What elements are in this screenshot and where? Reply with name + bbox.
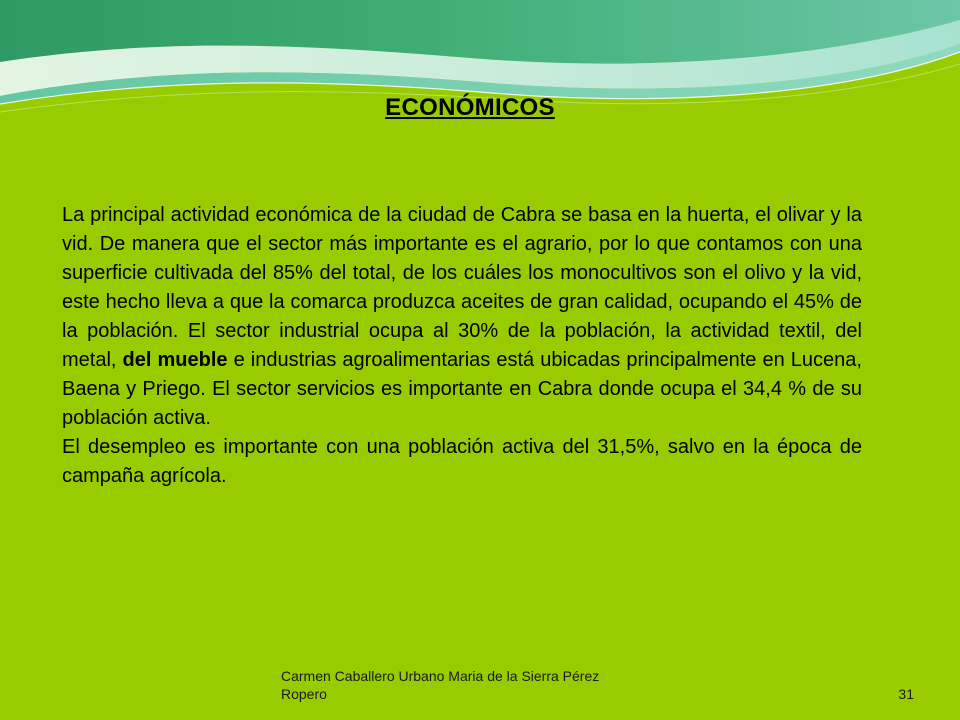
page-number: 31 — [898, 686, 914, 702]
paragraph-economy-text-1: La principal actividad económica de la ciudad de Cabra se basa en la huerta, el olivar y la vid. De manera que el sector más importante es el agrario, por lo que contamos con una superficie cultivada del 85% del total, de los cuáles los monocultivos son el olivo y la vid, este hecho lleva a que la comarca produzca aceites de gran calidad, ocupando el 45% de la población. El sector industrial ocupa al 30% de la población, la actividad textil, del metal, — [62, 204, 862, 371]
body-text — [62, 201, 862, 491]
paragraph-economy — [62, 201, 862, 433]
paragraph-economy-bold: del mueble — [122, 349, 228, 371]
footer-author: Carmen Caballero Urbano Maria de la Sierra Pérez Ropero — [281, 668, 600, 702]
paragraph-unemployment: El desempleo es importante con una población activa del 31,5%, salvo en la época de campaña agrícola. — [62, 436, 862, 487]
paragraph-economy-text-2: e industrias agroalimentarias está ubicadas principalmente en Lucena, Baena y Priego. El sector servicios es importante en Cabra donde ocupa el 34,4 % de su población activa. — [62, 349, 862, 429]
slide-title: ECONÓMICOS — [385, 94, 555, 121]
